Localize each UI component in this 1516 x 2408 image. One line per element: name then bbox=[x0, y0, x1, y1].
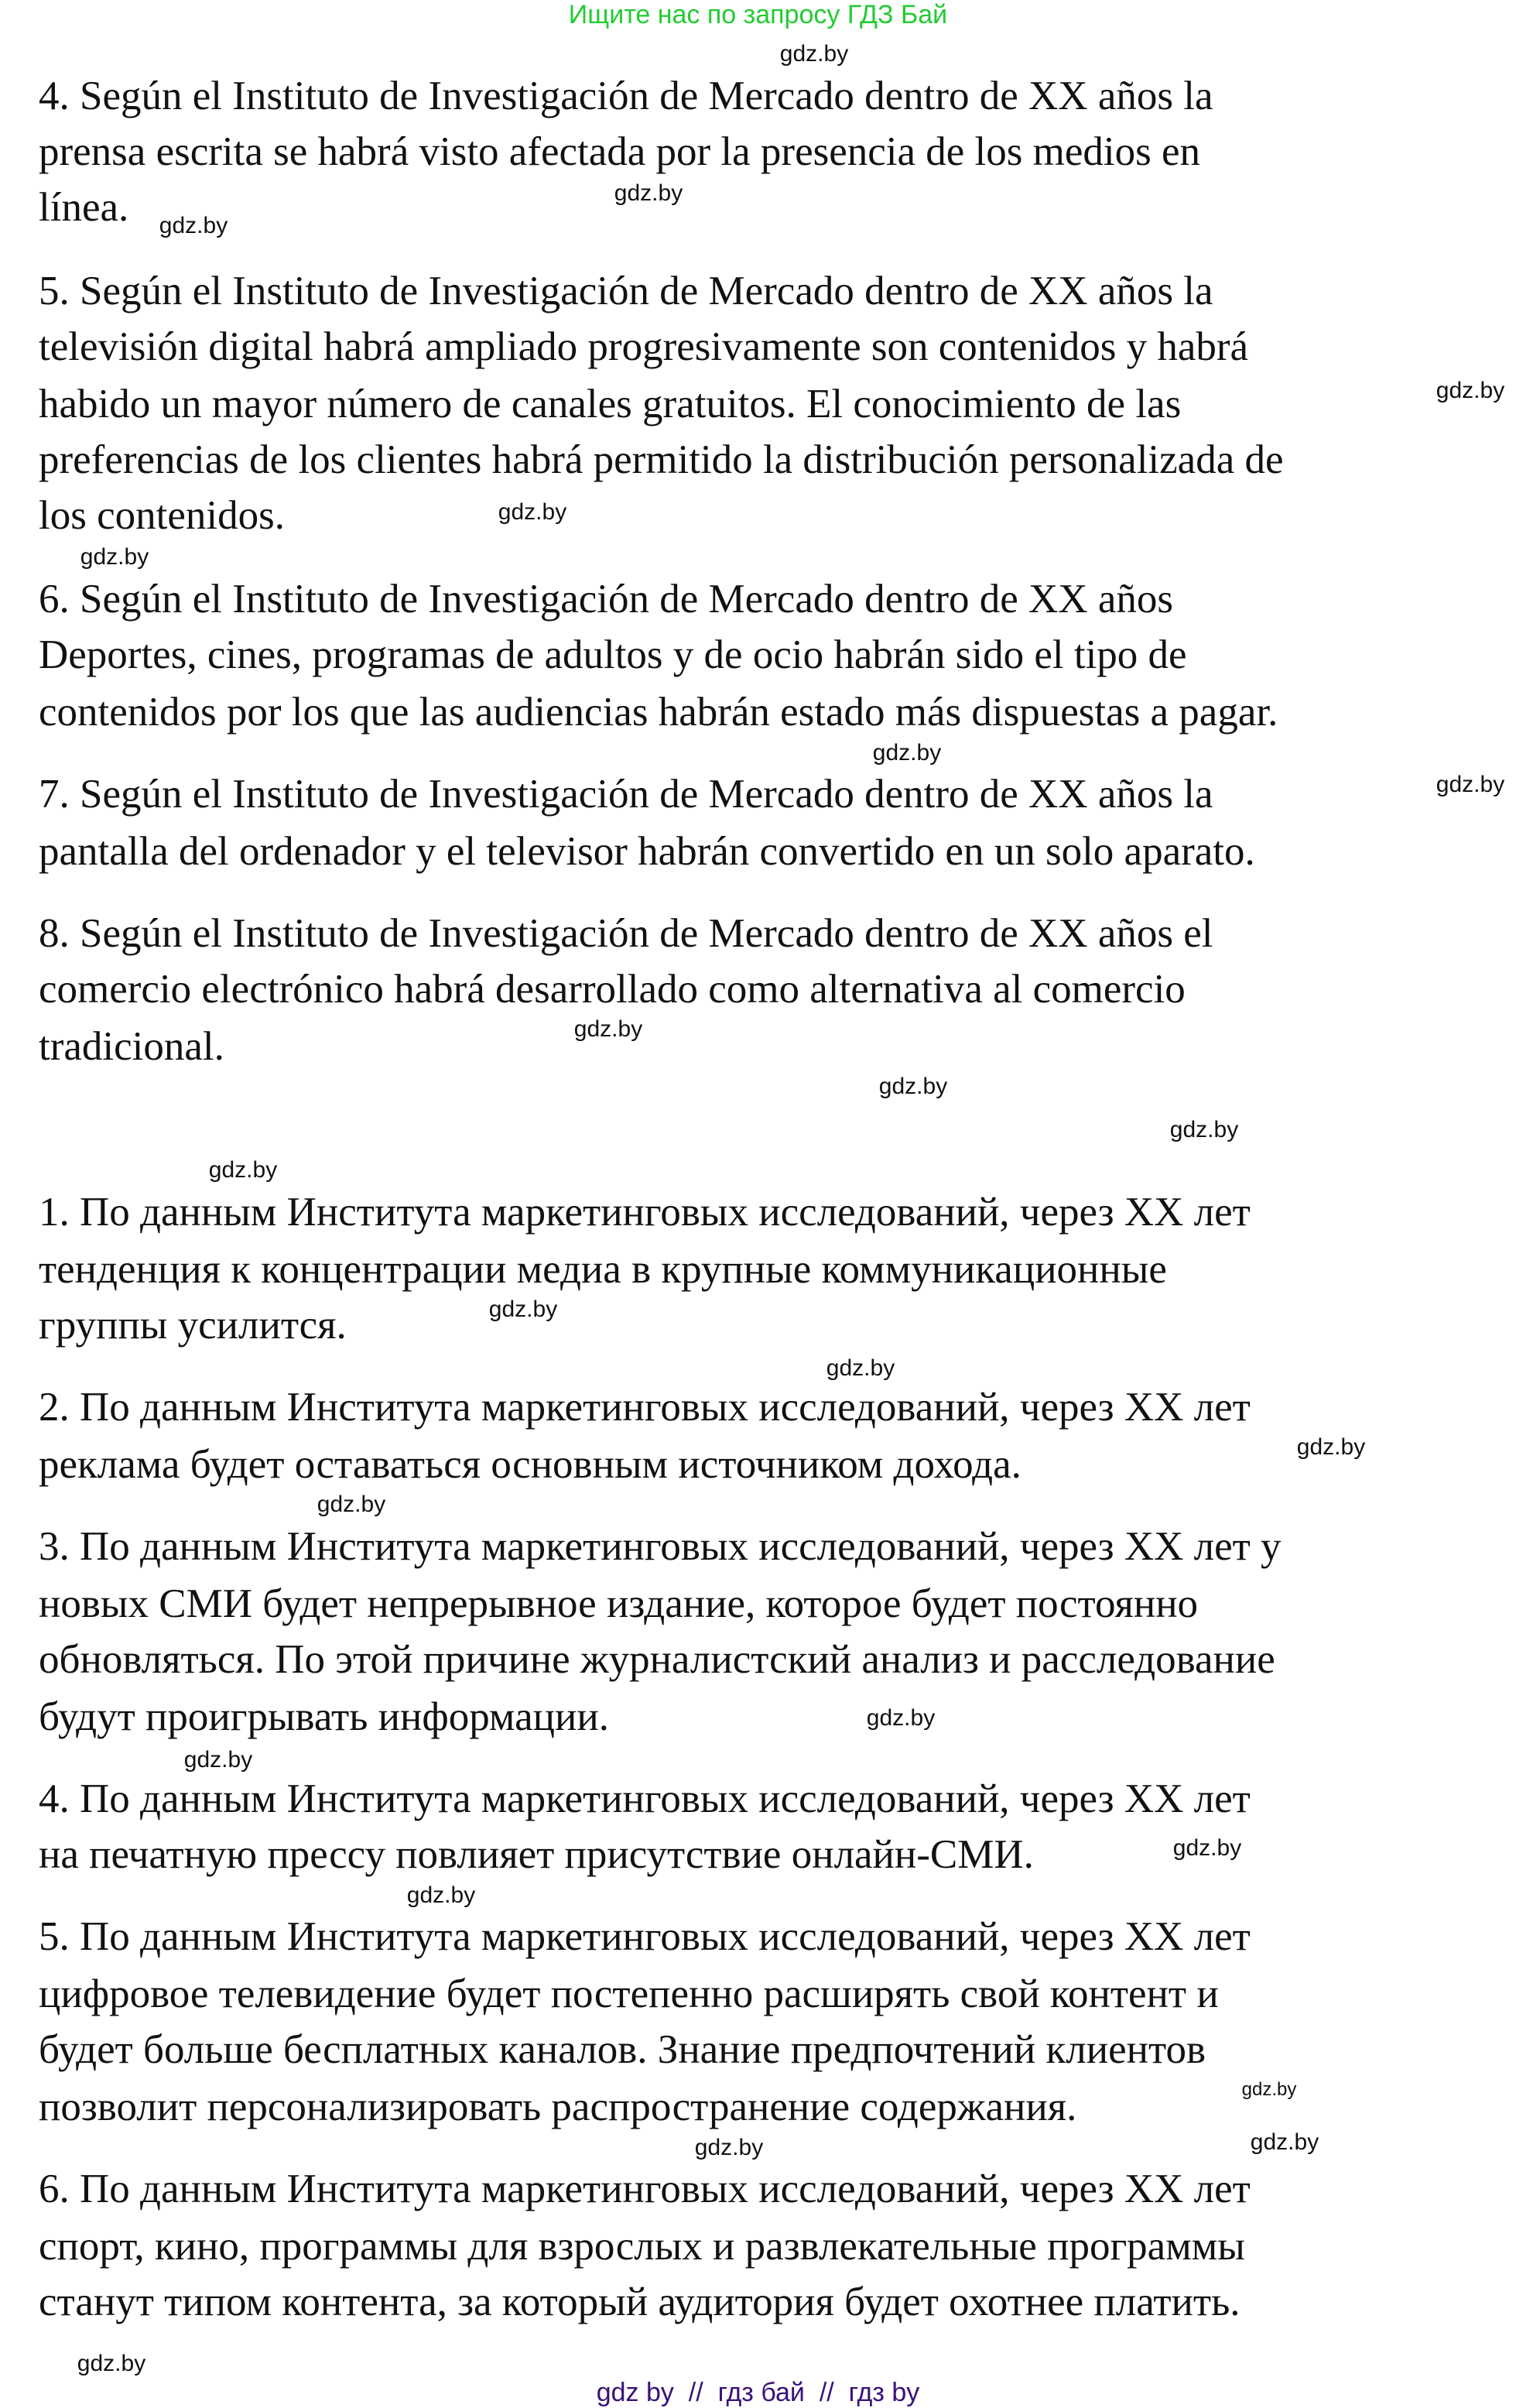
watermark-text: gdz.by bbox=[406, 1882, 476, 1908]
paragraph-line: 3. По данным Института маркетинговых исследований, через XX лет у bbox=[39, 1524, 1282, 1569]
watermark-text: gdz.by bbox=[488, 1296, 558, 1322]
watermark-text: gdz.by bbox=[1250, 2129, 1319, 2155]
watermark-text: gdz.by bbox=[1436, 378, 1505, 403]
paragraph-line: 2. По данным Института маркетинговых исследований, через XX лет bbox=[39, 1385, 1251, 1430]
paragraph-line: habido un mayor número de canales gratuitos. El conocimiento de las bbox=[39, 382, 1182, 426]
paragraph-line: тенденция к концентрации медиа в крупные коммуникационные bbox=[39, 1247, 1167, 1292]
watermark-text: gdz.by bbox=[872, 740, 942, 766]
footer-banner: gdz by // гдз бай // гдз by bbox=[596, 2378, 920, 2407]
paragraph-line: línea. bbox=[39, 185, 129, 230]
paragraph-line: будет больше бесплатных каналов. Знание предпочтений клиентов bbox=[39, 2027, 1206, 2072]
watermark-text: gdz.by bbox=[878, 1074, 948, 1099]
paragraph-line: los contenidos. bbox=[39, 493, 285, 538]
paragraph-line: цифровое телевидение будет постепенно расширять свой контент и bbox=[39, 1971, 1219, 2016]
paragraph-line: 8. Según el Instituto de Investigación de Mercado dentro de XX años el bbox=[39, 911, 1213, 956]
paragraph-line: на печатную прессу повлияет присутствие онлайн-СМИ. bbox=[39, 1832, 1034, 1877]
paragraph-line: prensa escrita se habrá visto afectada por la presencia de los medios en bbox=[39, 129, 1201, 174]
paragraph-line: 6. По данным Института маркетинговых исследований, через XX лет bbox=[39, 2167, 1251, 2211]
watermark-text: gdz.by bbox=[614, 180, 683, 206]
paragraph-line: preferencias de los clientes habrá permitido la distribución personalizada de bbox=[39, 437, 1284, 482]
watermark-text: gdz.by bbox=[866, 1705, 936, 1731]
watermark-text: gdz.by bbox=[1172, 1835, 1242, 1861]
paragraph-line: televisión digital habrá ampliado progresivamente son contenidos y habrá bbox=[39, 324, 1249, 369]
paragraph-line: contenidos por los que las audiencias habrán estado más dispuestas a pagar. bbox=[39, 690, 1278, 735]
watermark-text: gdz.by bbox=[208, 1157, 278, 1183]
paragraph-line: группы усилится. bbox=[39, 1303, 347, 1348]
watermark-text: gdz.by bbox=[694, 2135, 764, 2160]
watermark-text: gdz.by bbox=[77, 2351, 146, 2376]
watermark-text: gdz.by bbox=[779, 41, 849, 67]
watermark-text: gdz.by bbox=[498, 499, 567, 525]
paragraph-line: 4. По данным Института маркетинговых исследований, через XX лет bbox=[39, 1776, 1251, 1821]
watermark-text: gdz.by bbox=[159, 213, 228, 238]
paragraph-line: 4. Según el Instituto de Investigación de Mercado dentro de XX años la bbox=[39, 74, 1213, 118]
paragraph-line: 7. Según el Instituto de Investigación de Mercado dentro de XX años la bbox=[39, 772, 1213, 817]
paragraph-line: Deportes, cines, programas de adultos y de ocio habrán sido el tipo de bbox=[39, 632, 1187, 677]
watermark-text: gdz.by bbox=[573, 1016, 643, 1042]
paragraph-line: новых СМИ будет непрерывное издание, которое будет постоянно bbox=[39, 1581, 1199, 1626]
paragraph-line: реклама будет оставаться основным источником дохода. bbox=[39, 1442, 1022, 1487]
paragraph-line: tradicional. bbox=[39, 1024, 224, 1069]
watermark-text: gdz.by bbox=[1296, 1434, 1366, 1460]
watermark-text: gdz.by bbox=[183, 1747, 253, 1773]
paragraph-line: pantalla del ordenador y el televisor habrán convertido en un solo aparato. bbox=[39, 829, 1255, 874]
watermark-text: gdz.by bbox=[1169, 1117, 1239, 1142]
watermark-text: gdz.by bbox=[317, 1492, 386, 1517]
header-banner: Ищите нас по запросу ГДЗ Бай bbox=[568, 0, 948, 29]
watermark-text: gdz.by bbox=[1436, 772, 1505, 797]
paragraph-line: будут проигрывать информации. bbox=[39, 1694, 609, 1739]
paragraph-line: спорт, кино, программы для взрослых и развлекательные программы bbox=[39, 2224, 1245, 2269]
watermark-text: gdz.by bbox=[1241, 2079, 1297, 2100]
paragraph-line: 6. Según el Instituto de Investigación de Mercado dentro de XX años bbox=[39, 577, 1173, 622]
paragraph-line: 1. По данным Института маркетинговых исследований, через XX лет bbox=[39, 1190, 1251, 1235]
watermark-text: gdz.by bbox=[80, 544, 149, 570]
paragraph-line: станут типом контента, за который аудитория будет охотнее платить. bbox=[39, 2280, 1241, 2324]
paragraph-line: позволит персонализировать распространение содержания. bbox=[39, 2084, 1077, 2129]
paragraph-line: 5. По данным Института маркетинговых исследований, через XX лет bbox=[39, 1914, 1251, 1959]
paragraph-line: 5. Según el Instituto de Investigación de Mercado dentro de XX años la bbox=[39, 269, 1213, 313]
paragraph-line: comercio electrónico habrá desarrollado como alternativa al comercio bbox=[39, 967, 1186, 1012]
paragraph-line: обновляться. По этой причине журналистский анализ и расследование bbox=[39, 1637, 1275, 1682]
watermark-text: gdz.by bbox=[826, 1355, 895, 1381]
